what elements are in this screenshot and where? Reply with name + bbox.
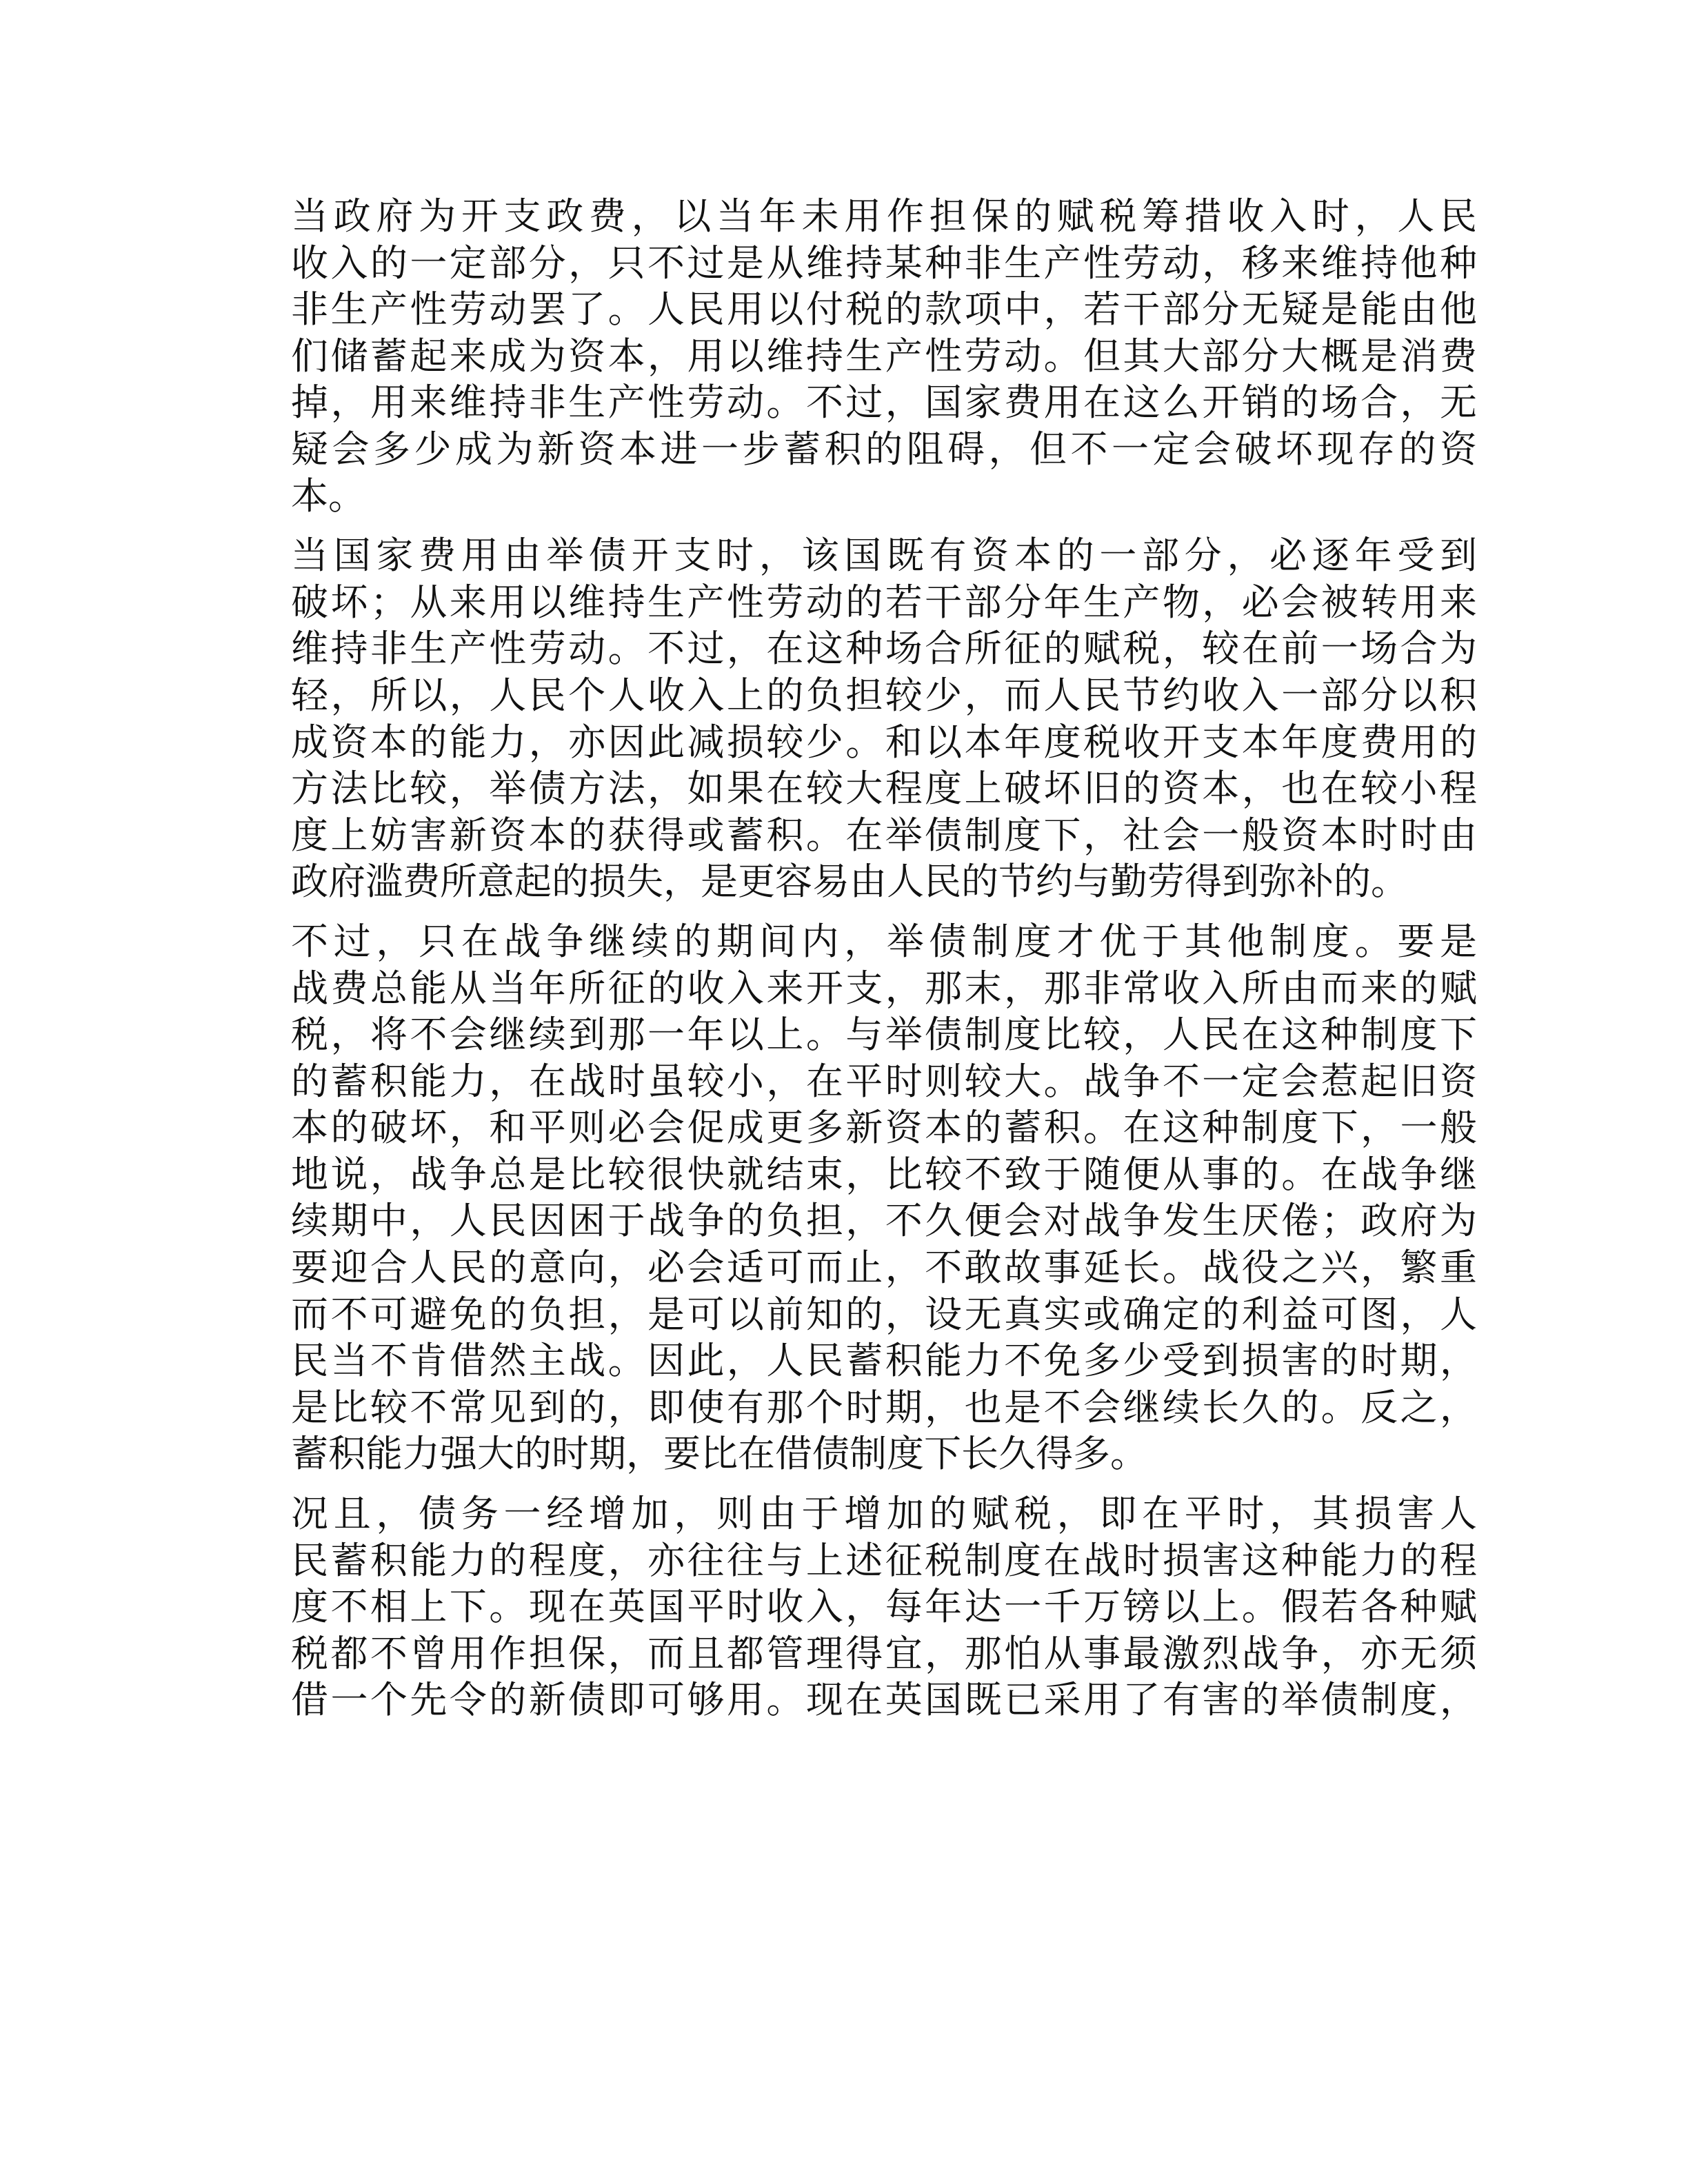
text-line: 政府滥费所意起的损失，是更容易由人民的节约与勤劳得到弥补的。 (291, 860, 1408, 904)
text-line: 收入的一定部分，只不过是从维持某种非生产性劳动，移来维持他种 (291, 241, 1477, 285)
paragraph-1 (211, 193, 1477, 519)
text-line: 掉，用来维持非生产性劳动。不过，国家费用在这么开销的场合，无 (291, 381, 1477, 425)
text-line: 民蓄积能力的程度，亦往往与上述征税制度在战时损害这种能力的程 (291, 1538, 1477, 1582)
text-line: 本。 (291, 474, 365, 518)
text-line: 本的破坏，和平则必会促成更多新资本的蓄积。在这种制度下，一般 (291, 1106, 1477, 1150)
paragraph-2 (211, 532, 1477, 905)
text-line: 破坏；从来用以维持生产性劳动的若干部分年生产物，必会被转用来 (291, 580, 1477, 624)
text-line: 战费总能从当年所征的收入来开支，那末，那非常收入所由而来的赋 (291, 966, 1477, 1010)
text-line: 们储蓄起来成为资本，用以维持生产性劳动。但其大部分大概是消费 (291, 334, 1477, 378)
text-line: 借一个先令的新债即可够用。现在英国既已采用了有害的举债制度， (291, 1678, 1477, 1722)
text-line: 民当不肯借然主战。因此，人民蓄积能力不免多少受到损害的时期， (291, 1339, 1477, 1383)
text-line: 续期中，人民因困于战争的负担，不久便会对战争发生厌倦；政府为 (291, 1199, 1477, 1243)
text-line: 要迎合人民的意向，必会适可而止，不敢故事延长。战役之兴，繁重 (291, 1246, 1477, 1290)
text-line: 当政府为开支政费，以当年未用作担保的赋税筹措收入时，人民 (291, 194, 1477, 238)
text-line: 方法比较，举债方法，如果在较大程度上破坏旧的资本，也在较小程 (291, 767, 1477, 811)
text-line: 的蓄积能力，在战时虽较小，在平时则较大。战争不一定会惹起旧资 (291, 1059, 1477, 1103)
text-line: 度上妨害新资本的获得或蓄积。在举债制度下，社会一般资本时时由 (291, 813, 1477, 857)
text-line: 非生产性劳动罢了。人民用以付税的款项中，若干部分无疑是能由他 (291, 287, 1477, 332)
paragraph-4 (211, 1490, 1477, 1723)
text-line: 税，将不会继续到那一年以上。与举债制度比较，人民在这种制度下 (291, 1013, 1477, 1057)
text-line: 度不相上下。现在英国平时收入，每年达一千万镑以上。假若各种赋 (291, 1585, 1477, 1629)
text-line: 成资本的能力，亦因此减损较少。和以本年度税收开支本年度费用的 (291, 720, 1477, 764)
text-line: 蓄积能力强大的时期，要比在借债制度下长久得多。 (291, 1432, 1147, 1476)
text-line: 而不可避免的负担，是可以前知的，设无真实或确定的利益可图，人 (291, 1292, 1477, 1336)
text-line: 疑会多少成为新资本进一步蓄积的阻碍，但不一定会破坏现存的资 (291, 427, 1477, 471)
text-line: 当国家费用由举债开支时，该国既有资本的一部分，必逐年受到 (291, 534, 1477, 578)
text-line: 地说，战争总是比较很快就结束，比较不致于随便从事的。在战争继 (291, 1152, 1477, 1196)
text-line: 不过，只在战争继续的期间内，举债制度才优于其他制度。要是 (291, 919, 1477, 963)
text-line: 况且，债务一经增加，则由于增加的赋税，即在平时，其损害人 (291, 1492, 1477, 1536)
body-text (211, 193, 1477, 1737)
text-line: 维持非生产性劳动。不过，在这种场合所征的赋税，较在前一场合为 (291, 627, 1477, 671)
text-line: 轻，所以，人民个人收入上的负担较少，而人民节约收入一部分以积 (291, 673, 1477, 717)
text-line: 税都不曾用作担保，而且都管理得宜，那怕从事最激烈战争，亦无须 (291, 1631, 1477, 1675)
paragraph-3 (211, 918, 1477, 1477)
text-line: 是比较不常见到的，即使有那个时期，也是不会继续长久的。反之， (291, 1385, 1477, 1429)
